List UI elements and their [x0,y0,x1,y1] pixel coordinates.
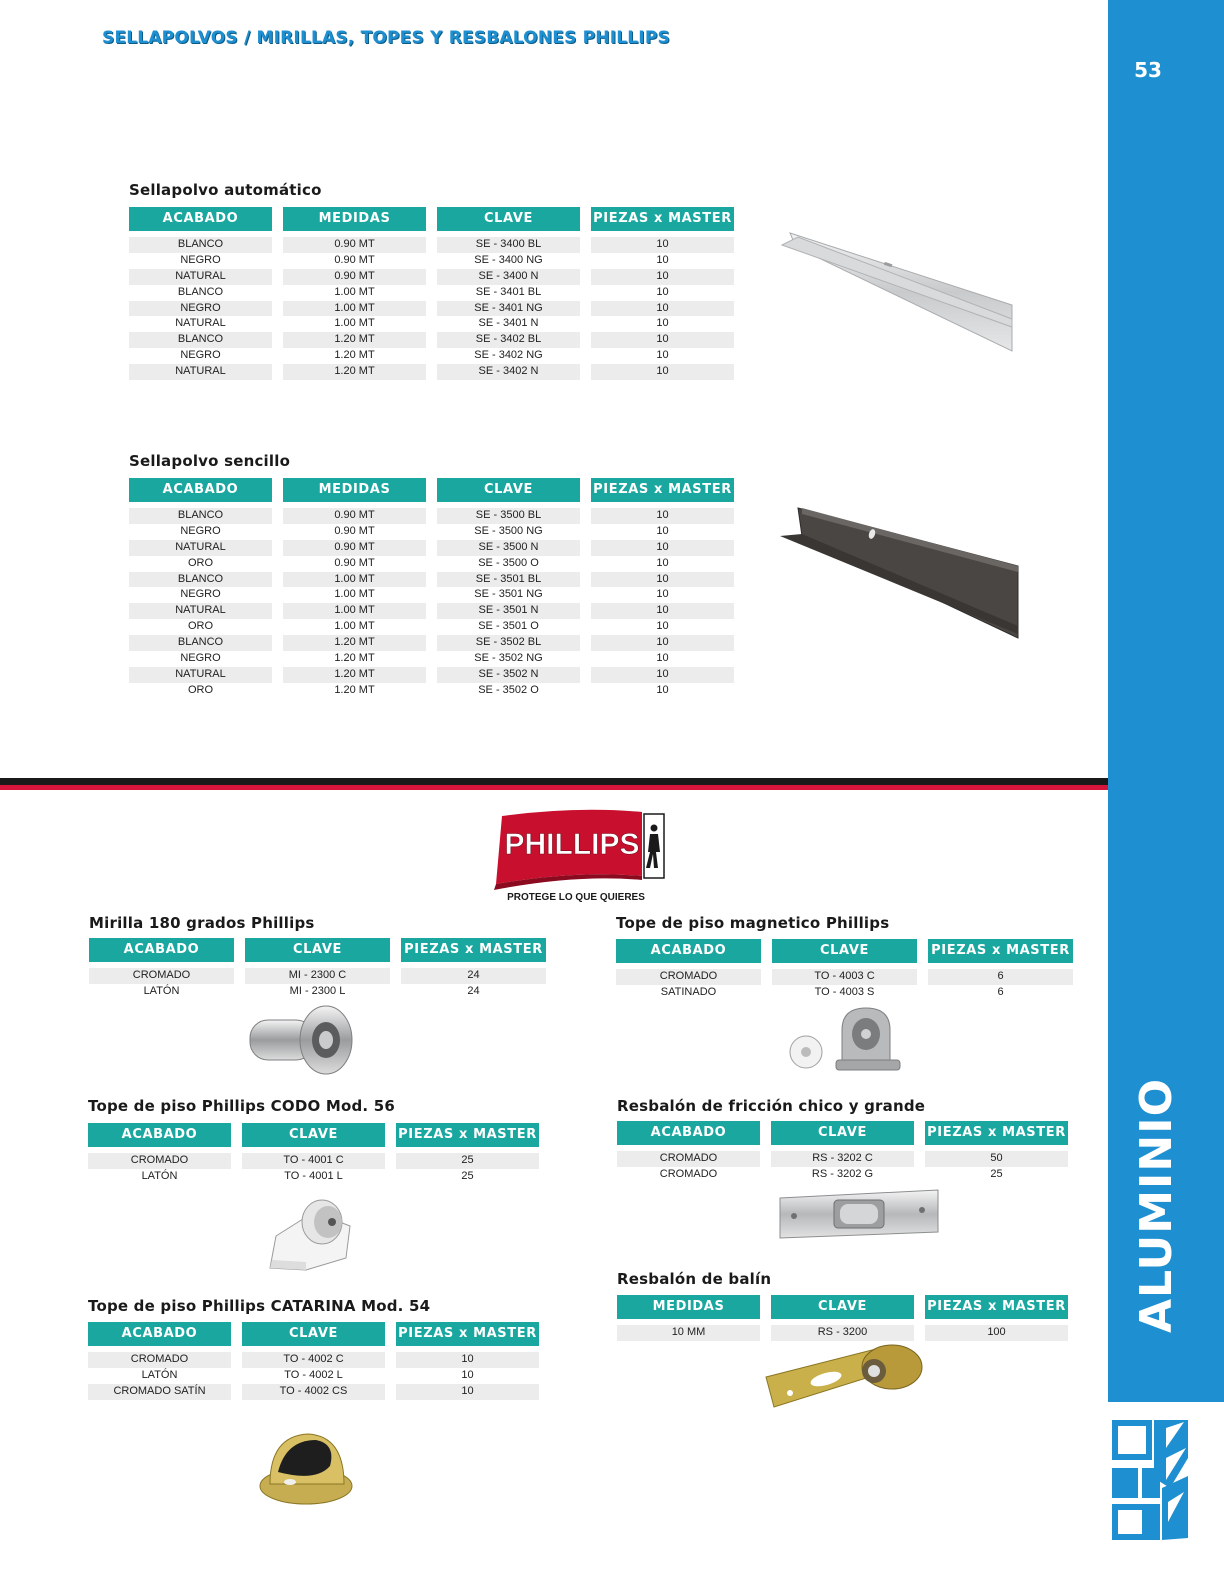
header-cell: ACABADO [129,478,272,502]
table-cell: CROMADO SATÍN [88,1384,231,1400]
table-cell: TO - 4002 L [242,1368,385,1384]
table-cell: BLANCO [129,237,272,253]
table-cell: 10 [591,651,734,667]
table-cell: 0.90 MT [283,269,426,285]
phillips-tagline: PROTEGE LO QUE QUIERES [507,892,645,902]
table-cell: SE - 3400 BL [437,237,580,253]
header-cell: CLAVE [245,938,390,962]
table-cell: 6 [928,969,1073,985]
column-clave [437,207,580,380]
table-cell: TO - 4002 CS [242,1384,385,1400]
table-cell: BLANCO [129,508,272,524]
column-acabado [129,478,272,699]
table-cell: SE - 3401 N [437,316,580,332]
column-acabado [89,938,234,1000]
header-cell: ACABADO [88,1123,231,1147]
table-cell: SE - 3502 N [437,667,580,683]
table-cell: 1.00 MT [283,587,426,603]
table-cell: RS - 3202 G [771,1167,914,1183]
header-cell: ACABADO [88,1322,231,1346]
table-cell: 1.00 MT [283,301,426,317]
table-cell: NEGRO [129,524,272,540]
table-cell: CROMADO [88,1153,231,1169]
table-cell: NEGRO [129,587,272,603]
header-cell: PIEZAS x MASTER [591,207,734,231]
tope-catarina-title: Tope de piso Phillips CATARINA Mod. 54 [88,1297,431,1315]
table-cell: 10 [591,540,734,556]
sellapolvo-sencillo-photo [778,500,1022,642]
tope-codo-photo [262,1192,358,1272]
tope-magnetico-photo [786,1004,908,1074]
table-cell: 10 [591,635,734,651]
resbalon-friccion-table [617,1121,1068,1183]
table-cell: 10 [396,1384,539,1400]
table-cell: NATURAL [129,364,272,380]
header-cell: ACABADO [616,939,761,963]
phillips-logo-text: PHILLIPS [504,828,640,861]
table-cell: SE - 3500 NG [437,524,580,540]
table-cell: SE - 3401 NG [437,301,580,317]
table-cell: NATURAL [129,603,272,619]
column-piezas [396,1322,539,1400]
column-acabado [129,207,272,380]
table-cell: 1.20 MT [283,667,426,683]
table-cell: 10 [591,316,734,332]
table-cell: SE - 3402 BL [437,332,580,348]
column-acabado [88,1322,231,1400]
table-cell: 0.90 MT [283,556,426,572]
header-cell: MEDIDAS [617,1295,760,1319]
column-clave [242,1322,385,1400]
column-clave [242,1123,385,1185]
table-cell: 1.20 MT [283,332,426,348]
table-cell: 10 [591,508,734,524]
page-header: SELLAPOLVOS / MIRILLAS, TOPES Y RESBALONES PHILLIPS [102,28,670,48]
table-cell: 10 [591,348,734,364]
table-cell: BLANCO [129,285,272,301]
header-cell: CLAVE [771,1121,914,1145]
table-cell: 1.00 MT [283,285,426,301]
table-cell: 0.90 MT [283,540,426,556]
tope-codo-title: Tope de piso Phillips CODO Mod. 56 [88,1097,396,1115]
table-cell: CROMADO [617,1167,760,1183]
mirilla-table [89,938,546,1000]
table-cell: CROMADO [617,1151,760,1167]
table-cell: 10 [591,556,734,572]
table-cell: 10 [591,619,734,635]
header-cell: PIEZAS x MASTER [928,939,1073,963]
table-cell: TO - 4003 S [772,985,917,1001]
header-cell: MEDIDAS [283,478,426,502]
column-piezas [925,1295,1068,1341]
table-cell: 1.20 MT [283,364,426,380]
table-cell: 10 [591,269,734,285]
table-cell: LATÓN [88,1169,231,1185]
table-cell: RS - 3200 [771,1325,914,1341]
header-cell: PIEZAS x MASTER [925,1121,1068,1145]
table-cell: BLANCO [129,332,272,348]
table-cell: NATURAL [129,316,272,332]
mirilla-title: Mirilla 180 grados Phillips [89,914,315,932]
table-cell: SE - 3501 NG [437,587,580,603]
sellapolvo-sencillo-title: Sellapolvo sencillo [129,452,291,470]
table-cell: 10 [591,253,734,269]
table-cell: 10 [591,301,734,317]
header-cell: PIEZAS x MASTER [591,478,734,502]
table-cell: 10 [396,1368,539,1384]
table-cell: 25 [396,1169,539,1185]
table-cell: 1.00 MT [283,619,426,635]
table-cell: TO - 4002 C [242,1352,385,1368]
column-clave [437,478,580,699]
sellapolvo-sencillo-table [129,478,734,699]
divider-dark [0,778,1108,785]
table-cell: SE - 3501 O [437,619,580,635]
column-piezas [401,938,546,1000]
column-medidas [283,207,426,380]
column-medidas [283,478,426,699]
table-cell: SE - 3401 BL [437,285,580,301]
tope-catarina-photo [256,1426,356,1506]
table-cell: NEGRO [129,348,272,364]
table-cell: 1.20 MT [283,635,426,651]
header-cell: ACABADO [129,207,272,231]
table-cell: 0.90 MT [283,508,426,524]
column-piezas [591,207,734,380]
table-cell: 1.00 MT [283,572,426,588]
header-cell: PIEZAS x MASTER [401,938,546,962]
sellapolvo-automatico-photo [780,215,1020,355]
table-cell: SE - 3500 BL [437,508,580,524]
table-cell: TO - 4001 C [242,1153,385,1169]
table-cell: SE - 3501 BL [437,572,580,588]
column-acabado [616,939,761,1001]
table-cell: NEGRO [129,301,272,317]
table-cell: 24 [401,984,546,1000]
table-cell: NATURAL [129,269,272,285]
column-acabado [617,1121,760,1183]
tope-catarina-table [88,1322,539,1400]
header-cell: CLAVE [437,478,580,502]
table-cell: 10 [591,364,734,380]
table-cell: ORO [129,556,272,572]
table-cell: 24 [401,968,546,984]
table-cell: 0.90 MT [283,253,426,269]
table-cell: 1.00 MT [283,316,426,332]
column-piezas [396,1123,539,1185]
table-cell: 10 [591,332,734,348]
resbalon-friccion-title: Resbalón de fricción chico y grande [617,1097,926,1115]
table-cell: NATURAL [129,667,272,683]
tope-codo-table [88,1123,539,1185]
table-cell: ORO [129,683,272,699]
table-cell: SE - 3500 O [437,556,580,572]
table-cell: 1.20 MT [283,683,426,699]
table-cell: SE - 3500 N [437,540,580,556]
header-cell: CLAVE [772,939,917,963]
table-cell: 25 [925,1167,1068,1183]
table-cell: SE - 3502 O [437,683,580,699]
table-cell: SE - 3402 NG [437,348,580,364]
table-cell: SE - 3501 N [437,603,580,619]
table-cell: SE - 3402 N [437,364,580,380]
table-cell: 10 [591,572,734,588]
table-cell: 10 [591,667,734,683]
page-number: 53 [1134,58,1162,82]
section-label: ALUMINIO [1131,1077,1182,1333]
table-cell: SE - 3400 NG [437,253,580,269]
header-cell: MEDIDAS [283,207,426,231]
table-cell: BLANCO [129,635,272,651]
table-cell: 10 [591,524,734,540]
aluminio-brand-logo [1110,1418,1190,1542]
table-cell: NEGRO [129,651,272,667]
table-cell: CROMADO [88,1352,231,1368]
column-clave [772,939,917,1001]
table-cell: SE - 3400 N [437,269,580,285]
table-cell: LATÓN [89,984,234,1000]
header-cell: CLAVE [771,1295,914,1319]
header-cell: CLAVE [242,1123,385,1147]
column-acabado [88,1123,231,1185]
header-cell: PIEZAS x MASTER [396,1322,539,1346]
resbalon-balin-photo [764,1343,926,1409]
table-cell: 50 [925,1151,1068,1167]
table-cell: 6 [928,985,1073,1001]
table-cell: NATURAL [129,540,272,556]
mirilla-photo [244,1004,356,1078]
resbalon-balin-title: Resbalón de balín [617,1270,772,1288]
resbalon-balin-table [617,1295,1068,1341]
table-cell: CROMADO [616,969,761,985]
column-clave [245,938,390,1000]
header-cell: PIEZAS x MASTER [396,1123,539,1147]
table-cell: SE - 3502 NG [437,651,580,667]
sellapolvo-automatico-title: Sellapolvo automático [129,181,322,199]
table-cell: 0.90 MT [283,524,426,540]
divider-red [0,785,1108,790]
table-cell: 10 MM [617,1325,760,1341]
table-cell: 10 [591,237,734,253]
column-piezas [925,1121,1068,1183]
table-cell: TO - 4001 L [242,1169,385,1185]
column-piezas [591,478,734,699]
table-cell: ORO [129,619,272,635]
table-cell: 10 [591,587,734,603]
table-cell: SATINADO [616,985,761,1001]
column-clave [771,1121,914,1183]
table-cell: 1.00 MT [283,603,426,619]
table-cell: 10 [396,1352,539,1368]
table-cell: 25 [396,1153,539,1169]
sellapolvo-automatico-table [129,207,734,380]
header-cell: CLAVE [437,207,580,231]
resbalon-friccion-photo [776,1188,942,1240]
column-piezas [928,939,1073,1001]
table-cell: TO - 4003 C [772,969,917,985]
table-cell: 0.90 MT [283,237,426,253]
table-cell: 10 [591,285,734,301]
header-cell: PIEZAS x MASTER [925,1295,1068,1319]
table-cell: 10 [591,603,734,619]
header-cell: ACABADO [89,938,234,962]
table-cell: BLANCO [129,572,272,588]
table-cell: MI - 2300 L [245,984,390,1000]
tope-magnetico-table [616,939,1073,1001]
table-cell: SE - 3502 BL [437,635,580,651]
table-cell: CROMADO [89,968,234,984]
table-cell: RS - 3202 C [771,1151,914,1167]
table-cell: 1.20 MT [283,348,426,364]
table-cell: 1.20 MT [283,651,426,667]
table-cell: 100 [925,1325,1068,1341]
header-cell: ACABADO [617,1121,760,1145]
table-cell: MI - 2300 C [245,968,390,984]
column-medidas [617,1295,760,1341]
table-cell: NEGRO [129,253,272,269]
table-cell: LATÓN [88,1368,231,1384]
header-cell: CLAVE [242,1322,385,1346]
column-clave [771,1295,914,1341]
phillips-logo [492,806,667,902]
table-cell: 10 [591,683,734,699]
tope-magnetico-title: Tope de piso magnetico Phillips [616,914,890,932]
